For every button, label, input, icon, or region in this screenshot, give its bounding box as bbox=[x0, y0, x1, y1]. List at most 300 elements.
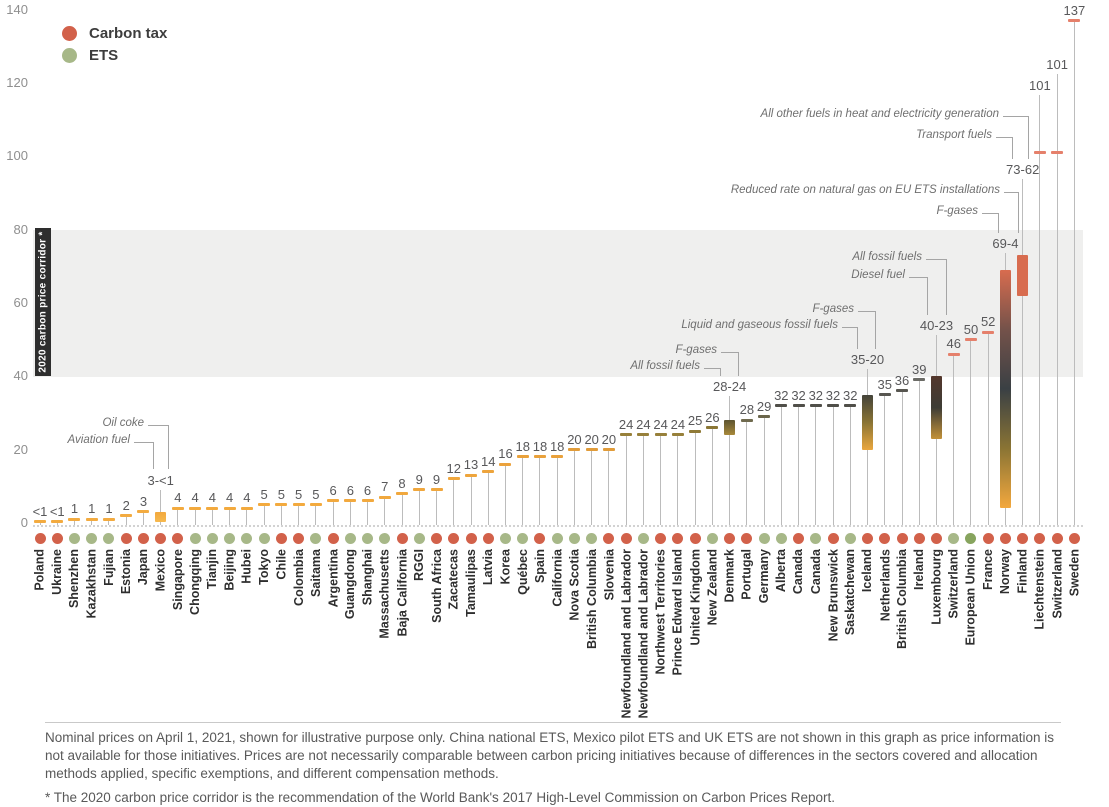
value-tick[interactable] bbox=[68, 518, 80, 521]
value-label: 32 bbox=[825, 388, 841, 403]
column-stem bbox=[953, 353, 954, 525]
annotation-connector-v bbox=[153, 442, 154, 469]
value-label: 1 bbox=[105, 501, 113, 516]
value-label: 4 bbox=[226, 490, 234, 505]
x-axis-label: Norway bbox=[998, 549, 1013, 595]
scheme-dot[interactable] bbox=[965, 533, 976, 544]
column-stem bbox=[402, 493, 403, 525]
x-axis-label: Kazakhstan bbox=[84, 549, 99, 619]
value-tick[interactable] bbox=[793, 404, 805, 407]
column-stem bbox=[539, 456, 540, 525]
x-axis-label: Chile bbox=[274, 549, 289, 580]
x-axis-label: Zacatecas bbox=[446, 549, 461, 610]
x-axis-label: Mexico bbox=[153, 549, 168, 592]
y-tick-label: 140 bbox=[6, 1, 28, 17]
column-stem bbox=[384, 496, 385, 525]
scheme-dot[interactable] bbox=[517, 533, 528, 544]
legend bbox=[62, 25, 167, 69]
scheme-dot[interactable] bbox=[397, 533, 408, 544]
value-tick[interactable] bbox=[465, 474, 477, 477]
column-stem bbox=[281, 504, 282, 525]
x-axis-label: Québec bbox=[515, 549, 530, 595]
scheme-dot[interactable] bbox=[586, 533, 597, 544]
value-label: 5 bbox=[294, 487, 303, 502]
scheme-dot[interactable] bbox=[500, 533, 511, 544]
scheme-dot[interactable] bbox=[655, 533, 666, 544]
x-axis-label: Liechtenstein bbox=[1032, 549, 1047, 630]
scheme-dot[interactable] bbox=[707, 533, 718, 544]
scheme-dot[interactable] bbox=[69, 533, 80, 544]
value-label: 32 bbox=[808, 388, 824, 403]
value-label: 101 bbox=[1046, 57, 1068, 72]
value-label: 35 bbox=[877, 377, 892, 392]
scheme-dot[interactable] bbox=[466, 533, 477, 544]
value-tick[interactable] bbox=[982, 331, 994, 334]
value-tick[interactable] bbox=[103, 518, 115, 521]
x-axis-label: Luxembourg bbox=[929, 549, 944, 625]
x-axis-label: Germany bbox=[757, 549, 772, 604]
value-tick[interactable] bbox=[948, 353, 960, 356]
x-axis-label: Portugal bbox=[739, 549, 754, 600]
scheme-dot[interactable] bbox=[259, 533, 270, 544]
annotation-connector-v bbox=[1028, 116, 1029, 159]
value-tick[interactable] bbox=[586, 448, 598, 451]
x-axis-label: New Zealand bbox=[705, 549, 720, 626]
scheme-dot[interactable] bbox=[638, 533, 649, 544]
value-label: 24 bbox=[618, 417, 634, 432]
value-tick[interactable] bbox=[965, 338, 977, 341]
value-label: 6 bbox=[329, 483, 337, 498]
value-tick[interactable] bbox=[172, 507, 184, 510]
value-label: 5 bbox=[312, 487, 320, 502]
annotation-label: Liquid and gaseous fossil fuels bbox=[681, 319, 838, 331]
x-axis-label: Tokyo bbox=[257, 549, 272, 585]
value-tick[interactable] bbox=[189, 507, 201, 510]
value-label: <1 bbox=[49, 504, 65, 519]
x-axis-label: Tamaulipas bbox=[464, 549, 478, 617]
value-tick[interactable] bbox=[482, 470, 494, 473]
column-stem bbox=[815, 405, 816, 525]
value-label: 4 bbox=[174, 490, 182, 505]
x-axis-label: Saitama bbox=[308, 549, 323, 597]
annotation-label: All other fuels in heat and electricity generation bbox=[760, 108, 999, 120]
scheme-dot[interactable] bbox=[52, 533, 63, 544]
annotation-connector-v bbox=[1018, 192, 1019, 233]
column-stem bbox=[781, 405, 782, 525]
scheme-dot[interactable] bbox=[690, 533, 701, 544]
x-axis-label: RGGI bbox=[412, 549, 427, 581]
value-label: 29 bbox=[756, 399, 772, 414]
value-label: 46 bbox=[946, 336, 961, 351]
value-tick[interactable] bbox=[499, 463, 511, 466]
column-stem bbox=[884, 394, 885, 525]
value-tick[interactable] bbox=[689, 430, 701, 433]
scheme-dot[interactable] bbox=[793, 533, 804, 544]
scheme-dot[interactable] bbox=[1000, 533, 1011, 544]
value-label: 137 bbox=[1063, 3, 1086, 18]
scheme-dot[interactable] bbox=[1017, 533, 1028, 544]
scheme-dot[interactable] bbox=[207, 533, 218, 544]
value-tick[interactable] bbox=[1034, 151, 1046, 154]
annotation-connector-v bbox=[875, 311, 876, 349]
legend-item[interactable] bbox=[62, 47, 167, 64]
footnote-divider bbox=[45, 722, 1061, 723]
annotation-label: All fossil fuels bbox=[630, 360, 700, 372]
annotation-connector-v bbox=[946, 259, 947, 315]
scheme-dot[interactable] bbox=[552, 533, 563, 544]
annotation-connector-h bbox=[704, 368, 720, 369]
value-tick[interactable] bbox=[706, 426, 718, 429]
column-stem bbox=[746, 419, 747, 525]
scheme-dot[interactable] bbox=[328, 533, 339, 544]
value-tick[interactable] bbox=[603, 448, 615, 451]
value-label: 52 bbox=[980, 314, 996, 329]
y-tick-label: 20 bbox=[13, 441, 28, 457]
x-axis-label: Japan bbox=[136, 549, 151, 586]
scheme-dot[interactable] bbox=[310, 533, 321, 544]
annotation-connector-h bbox=[842, 327, 857, 328]
column-stem bbox=[350, 500, 351, 525]
x-axis-label: Shenzhen bbox=[67, 549, 82, 609]
x-axis-label: South Africa bbox=[429, 549, 444, 623]
annotation-connector-h bbox=[1003, 116, 1028, 117]
column-stem bbox=[1039, 95, 1040, 525]
scheme-dot[interactable] bbox=[121, 533, 132, 544]
legend-label: ETS bbox=[89, 47, 119, 64]
x-axis-label: Prince Edward Island bbox=[670, 549, 685, 676]
value-label: 39 bbox=[912, 362, 927, 377]
scheme-dot[interactable] bbox=[879, 533, 890, 544]
scheme-dot[interactable] bbox=[138, 533, 149, 544]
x-axis-label: Argentina bbox=[326, 549, 341, 608]
scheme-dot[interactable] bbox=[172, 533, 183, 544]
column-stem bbox=[436, 489, 437, 525]
value-tick[interactable] bbox=[810, 404, 822, 407]
y-tick-label: 40 bbox=[13, 368, 28, 384]
value-label: 1 bbox=[70, 501, 79, 516]
annotation-label: Reduced rate on natural gas on EU ETS installations bbox=[730, 184, 1000, 196]
column-stem bbox=[522, 456, 523, 525]
column-stem bbox=[677, 434, 678, 525]
annotation-connector-h bbox=[1004, 192, 1018, 193]
column-stem bbox=[970, 339, 971, 525]
legend-item[interactable] bbox=[62, 25, 167, 42]
price-range-bar[interactable] bbox=[1000, 270, 1011, 508]
scheme-dot[interactable] bbox=[483, 533, 494, 544]
scheme-dot[interactable] bbox=[897, 533, 908, 544]
value-label: 9 bbox=[415, 472, 423, 487]
y-tick-label: 120 bbox=[6, 74, 28, 90]
value-tick[interactable] bbox=[827, 404, 839, 407]
scheme-dot[interactable] bbox=[362, 533, 373, 544]
axis-baseline bbox=[33, 525, 1083, 527]
x-axis-label: British Columbia bbox=[895, 549, 909, 650]
x-axis-label: European Union bbox=[963, 549, 978, 646]
value-label: 4 bbox=[243, 490, 251, 505]
scheme-dot[interactable] bbox=[621, 533, 632, 544]
value-label: 1 bbox=[88, 501, 96, 516]
x-axis-label: Poland bbox=[33, 549, 47, 591]
scheme-dot[interactable] bbox=[35, 533, 46, 544]
x-axis-label: New Brunswick bbox=[826, 549, 841, 642]
annotation-connector-h bbox=[148, 425, 168, 426]
x-axis-label: Saskatchewan bbox=[843, 549, 858, 636]
footnote-asterisk-text: * The 2020 carbon price corridor is the recommendation of the World Bank's 2017 High-Level Commission on Carbon Prices Report. bbox=[45, 790, 835, 805]
value-label: 32 bbox=[774, 388, 789, 403]
value-label: 50 bbox=[963, 322, 979, 337]
column-stem bbox=[419, 489, 420, 525]
scheme-dot[interactable] bbox=[379, 533, 390, 544]
scheme-dot[interactable] bbox=[862, 533, 873, 544]
x-axis-label: Canada bbox=[791, 549, 806, 595]
price-range-bar[interactable] bbox=[1017, 255, 1028, 295]
scheme-dot[interactable] bbox=[448, 533, 459, 544]
value-label: 4 bbox=[191, 490, 199, 505]
footnote-text: Nominal prices on April 1, 2021, shown for illustrative purpose only. China national ETS, Mexico pilot ETS and UK ETS are not shown in this graph as price information is not available for those initiatives. Prices are not necessarily comparable between carbon pricing initiatives because of differences in the sectors covered and allocation methods applied, specific exemptions, and different compensation methods. bbox=[45, 730, 1054, 781]
annotation-connector-v bbox=[857, 327, 858, 349]
legend-label: Carbon tax bbox=[89, 25, 168, 42]
x-axis-label: Switzerland bbox=[946, 549, 961, 619]
column-stem bbox=[919, 379, 920, 525]
value-tick[interactable] bbox=[758, 415, 770, 418]
x-axis-label: British Columbia bbox=[584, 549, 599, 650]
x-axis-label: France bbox=[981, 549, 996, 590]
column-stem bbox=[143, 511, 144, 525]
value-label: 28 bbox=[739, 402, 755, 417]
scheme-dot[interactable] bbox=[569, 533, 580, 544]
x-axis-label: California bbox=[550, 549, 565, 607]
column-stem bbox=[798, 405, 799, 525]
scheme-dot[interactable] bbox=[86, 533, 97, 544]
price-range-bar[interactable] bbox=[155, 512, 166, 522]
value-tick[interactable] bbox=[120, 514, 132, 517]
column-stem bbox=[264, 504, 265, 525]
column-stem bbox=[626, 434, 627, 525]
value-tick[interactable] bbox=[293, 503, 305, 506]
price-range-bar[interactable] bbox=[862, 395, 873, 450]
value-label: 14 bbox=[481, 454, 496, 469]
scheme-dot[interactable] bbox=[672, 533, 683, 544]
annotation-connector-h bbox=[721, 352, 738, 353]
x-axis-label: Chongqing bbox=[188, 549, 203, 615]
x-axis-label: Guangdong bbox=[343, 549, 358, 620]
value-tick[interactable] bbox=[396, 492, 408, 495]
price-range-bar[interactable] bbox=[931, 376, 942, 438]
value-label: 35-20 bbox=[850, 352, 885, 367]
scheme-dot[interactable] bbox=[241, 533, 252, 544]
value-label: 18 bbox=[515, 439, 530, 454]
x-axis-label: Alberta bbox=[774, 549, 789, 593]
value-label: 7 bbox=[381, 479, 389, 494]
scheme-dot[interactable] bbox=[845, 533, 856, 544]
column-stem bbox=[298, 504, 299, 525]
annotation-label: Oil coke bbox=[102, 417, 144, 429]
value-label: 6 bbox=[346, 483, 354, 498]
value-label: 9 bbox=[432, 472, 441, 487]
value-label: 2 bbox=[122, 498, 130, 513]
scheme-dot[interactable] bbox=[759, 533, 770, 544]
value-tick[interactable] bbox=[86, 518, 98, 521]
x-axis-label: Finland bbox=[1015, 549, 1030, 594]
column-stem bbox=[712, 427, 713, 525]
annotation-label: F-gases bbox=[936, 205, 978, 217]
column-stem bbox=[643, 434, 644, 525]
value-label: 5 bbox=[260, 487, 268, 502]
column-stem bbox=[902, 390, 903, 525]
x-axis-label: Colombia bbox=[291, 549, 306, 606]
value-label: 12 bbox=[446, 461, 461, 476]
x-axis-label: Slovenia bbox=[601, 549, 616, 601]
scheme-dot[interactable] bbox=[155, 533, 166, 544]
column-stem bbox=[471, 474, 472, 525]
scheme-dot[interactable] bbox=[776, 533, 787, 544]
scheme-dot[interactable] bbox=[741, 533, 752, 544]
value-tick[interactable] bbox=[275, 503, 287, 506]
value-tick[interactable] bbox=[34, 520, 46, 523]
value-tick[interactable] bbox=[51, 520, 63, 523]
scheme-dot[interactable] bbox=[914, 533, 925, 544]
y-tick-label: 60 bbox=[13, 294, 28, 310]
corridor-badge-label: 2020 carbon price corridor * bbox=[37, 231, 49, 373]
column-stem bbox=[505, 463, 506, 525]
value-label: 26 bbox=[705, 410, 720, 425]
column-stem bbox=[608, 449, 609, 525]
annotation-connector-h bbox=[134, 442, 153, 443]
value-tick[interactable] bbox=[844, 404, 856, 407]
value-tick[interactable] bbox=[206, 507, 218, 510]
x-axis-label: Newfoundland and Labrador bbox=[619, 549, 634, 719]
value-label: 24 bbox=[670, 417, 686, 432]
value-label: 73-62 bbox=[1006, 162, 1040, 177]
x-axis-label: Netherlands bbox=[877, 549, 892, 622]
column-stem bbox=[367, 500, 368, 525]
annotation-label: F-gases bbox=[675, 344, 717, 356]
corridor-badge bbox=[35, 228, 51, 376]
value-tick[interactable] bbox=[1051, 151, 1063, 154]
scheme-dot[interactable] bbox=[603, 533, 614, 544]
value-tick[interactable] bbox=[1068, 19, 1080, 22]
x-axis-label: Switzerland bbox=[1050, 549, 1065, 619]
scheme-dot[interactable] bbox=[103, 533, 114, 544]
annotation-connector-v bbox=[168, 425, 169, 469]
value-label: <1 bbox=[32, 504, 48, 519]
x-axis-label: Denmark bbox=[722, 549, 737, 603]
x-axis-label: Massachusetts bbox=[377, 549, 392, 639]
value-label: 20 bbox=[584, 432, 599, 447]
scheme-dot[interactable] bbox=[948, 533, 959, 544]
annotation-connector-v bbox=[738, 352, 739, 376]
scheme-dot[interactable] bbox=[810, 533, 821, 544]
scheme-dot[interactable] bbox=[1052, 533, 1063, 544]
scheme-dot[interactable] bbox=[276, 533, 287, 544]
annotation-label: F-gases bbox=[812, 303, 854, 315]
value-label: 36 bbox=[894, 373, 910, 388]
annotation-connector-v bbox=[1012, 137, 1013, 159]
column-stem bbox=[764, 416, 765, 525]
x-axis-label: Korea bbox=[498, 549, 513, 585]
value-tick[interactable] bbox=[568, 448, 580, 451]
column-stem bbox=[1057, 74, 1058, 525]
value-tick[interactable] bbox=[258, 503, 270, 506]
annotation-label: Aviation fuel bbox=[67, 434, 130, 446]
annotation-connector-h bbox=[982, 213, 998, 214]
legend-swatch-icon bbox=[62, 48, 77, 63]
scheme-dot[interactable] bbox=[534, 533, 545, 544]
scheme-dot[interactable] bbox=[931, 533, 942, 544]
y-tick-label: 80 bbox=[13, 221, 28, 237]
value-label: 8 bbox=[398, 476, 406, 491]
x-axis-label: Newfoundland and Labrador bbox=[636, 549, 651, 719]
column-stem bbox=[1022, 179, 1023, 525]
annotation-label: Transport fuels bbox=[916, 129, 992, 141]
x-axis-label: Ukraine bbox=[50, 549, 65, 595]
scheme-dot[interactable] bbox=[190, 533, 201, 544]
value-label: 20 bbox=[601, 432, 617, 447]
value-label: 3-<1 bbox=[147, 473, 174, 488]
x-axis-label: Sweden bbox=[1067, 549, 1082, 597]
value-tick[interactable] bbox=[224, 507, 236, 510]
x-axis-label: Ireland bbox=[912, 549, 927, 590]
value-tick[interactable] bbox=[775, 404, 787, 407]
scheme-dot[interactable] bbox=[414, 533, 425, 544]
x-axis-label: Nova Scotia bbox=[567, 549, 582, 621]
scheme-dot[interactable] bbox=[293, 533, 304, 544]
value-label: 24 bbox=[653, 417, 668, 432]
annotation-connector-h bbox=[858, 311, 875, 312]
scheme-dot[interactable] bbox=[224, 533, 235, 544]
x-axis-label: Spain bbox=[532, 549, 547, 584]
value-tick[interactable] bbox=[879, 393, 891, 396]
value-label: 16 bbox=[498, 446, 513, 461]
annotation-connector-v bbox=[998, 213, 999, 233]
x-axis-label: Tianjin bbox=[205, 549, 220, 590]
column-stem bbox=[695, 430, 696, 525]
scheme-dot[interactable] bbox=[724, 533, 735, 544]
value-label: 6 bbox=[363, 483, 372, 498]
scheme-dot[interactable] bbox=[1034, 533, 1045, 544]
column-stem bbox=[453, 478, 454, 525]
x-axis-label: Canada bbox=[808, 549, 823, 595]
annotation-connector-h bbox=[926, 259, 946, 260]
scheme-dot[interactable] bbox=[345, 533, 356, 544]
scheme-dot[interactable] bbox=[1069, 533, 1080, 544]
value-tick[interactable] bbox=[241, 507, 253, 510]
annotation-connector-h bbox=[909, 277, 927, 278]
scheme-dot[interactable] bbox=[828, 533, 839, 544]
corridor-band bbox=[33, 230, 1083, 377]
value-tick[interactable] bbox=[741, 419, 753, 422]
price-range-bar[interactable] bbox=[724, 420, 735, 435]
scheme-dot[interactable] bbox=[983, 533, 994, 544]
x-axis-label: Hubei bbox=[239, 549, 254, 584]
column-stem bbox=[850, 405, 851, 525]
scheme-dot[interactable] bbox=[431, 533, 442, 544]
value-label: 18 bbox=[532, 439, 548, 454]
value-label: 69-4 bbox=[992, 236, 1019, 251]
x-axis-label: Northwest Territories bbox=[653, 549, 668, 675]
value-tick[interactable] bbox=[310, 503, 322, 506]
value-label: 32 bbox=[791, 388, 806, 403]
value-label: 24 bbox=[636, 417, 651, 432]
value-tick[interactable] bbox=[379, 496, 391, 499]
value-label: 5 bbox=[277, 487, 285, 502]
column-stem bbox=[333, 500, 334, 525]
column-stem bbox=[988, 331, 989, 525]
x-axis-label: Latvia bbox=[481, 549, 496, 586]
column-stem bbox=[591, 449, 592, 525]
x-axis-label: Iceland bbox=[860, 549, 875, 593]
column-stem bbox=[557, 456, 558, 525]
